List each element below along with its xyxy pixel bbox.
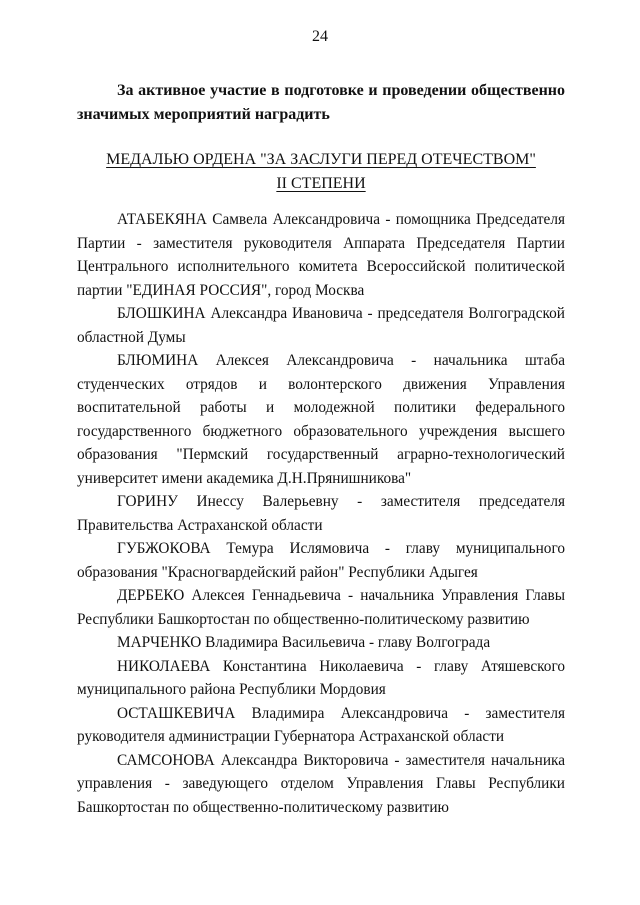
intro-text: За активное участие в подготовке и проведении общественно значимых мероприятий наградить [77,82,565,123]
awardee-entry: ДЕРБЕКО Алексея Геннадьевича - начальника Управления Главы Республики Башкортостан по общественно-политическому развитию [77,587,565,628]
awardee-entry: МАРЧЕНКО Владимира Васильевича - главу Волгограда [117,634,491,651]
awardee-entry: АТАБЕКЯНА Самвела Александровича - помощника Председателя Партии - заместителя руководителя Аппарата Председателя Партии Центрального исполнительного комитета Всероссийской политической партии "ЕДИНАЯ РОССИЯ", город Москва [77,211,565,299]
awardee-entry: НИКОЛАЕВА Константина Николаевича - главу Атяшевского муниципального района Республики Мордовия [77,657,565,698]
awardee-entry: ГОРИНУ Инессу Валерьевну - заместителя председателя Правительства Астраханской области [77,493,565,534]
awardee-list [77,208,565,819]
awardee-entry: ГУБЖОКОВА Темура Ислямовича - главу муниципального образования "Красногвардейский район" Республики Адыгея [77,540,565,581]
award-title-line-1: МЕДАЛЬЮ ОРДЕНА "ЗА ЗАСЛУГИ ПЕРЕД ОТЕЧЕСТВОМ" [106,151,536,168]
awardee-entry: САМСОНОВА Александра Викторовича - заместителя начальника управления - заведующего отделом Управления Главы Республики Башкортостан по общественно-политическому развитию [77,751,565,816]
awardee-entry: БЛОШКИНА Александра Ивановича - председателя Волгоградской областной Думы [77,305,565,346]
award-title-line-2: II СТЕПЕНИ [276,175,366,192]
award-heading [77,148,565,196]
awardee-entry: БЛЮМИНА Алексея Александровича - начальника штаба студенческих отрядов и волонтерского движения Управления воспитательной работы и молодежной политики федерального государственного бюджетного образовательного учреждения высшего образования "Пермский государственный аграрно-технологический университет имени академика Д.Н.Прянишникова" [77,352,565,487]
page-number: 24 [312,28,328,45]
awardee-entry: ОСТАШКЕВИЧА Владимира Александровича - заместителя руководителя администрации Губернатора Астраханской области [77,704,565,745]
